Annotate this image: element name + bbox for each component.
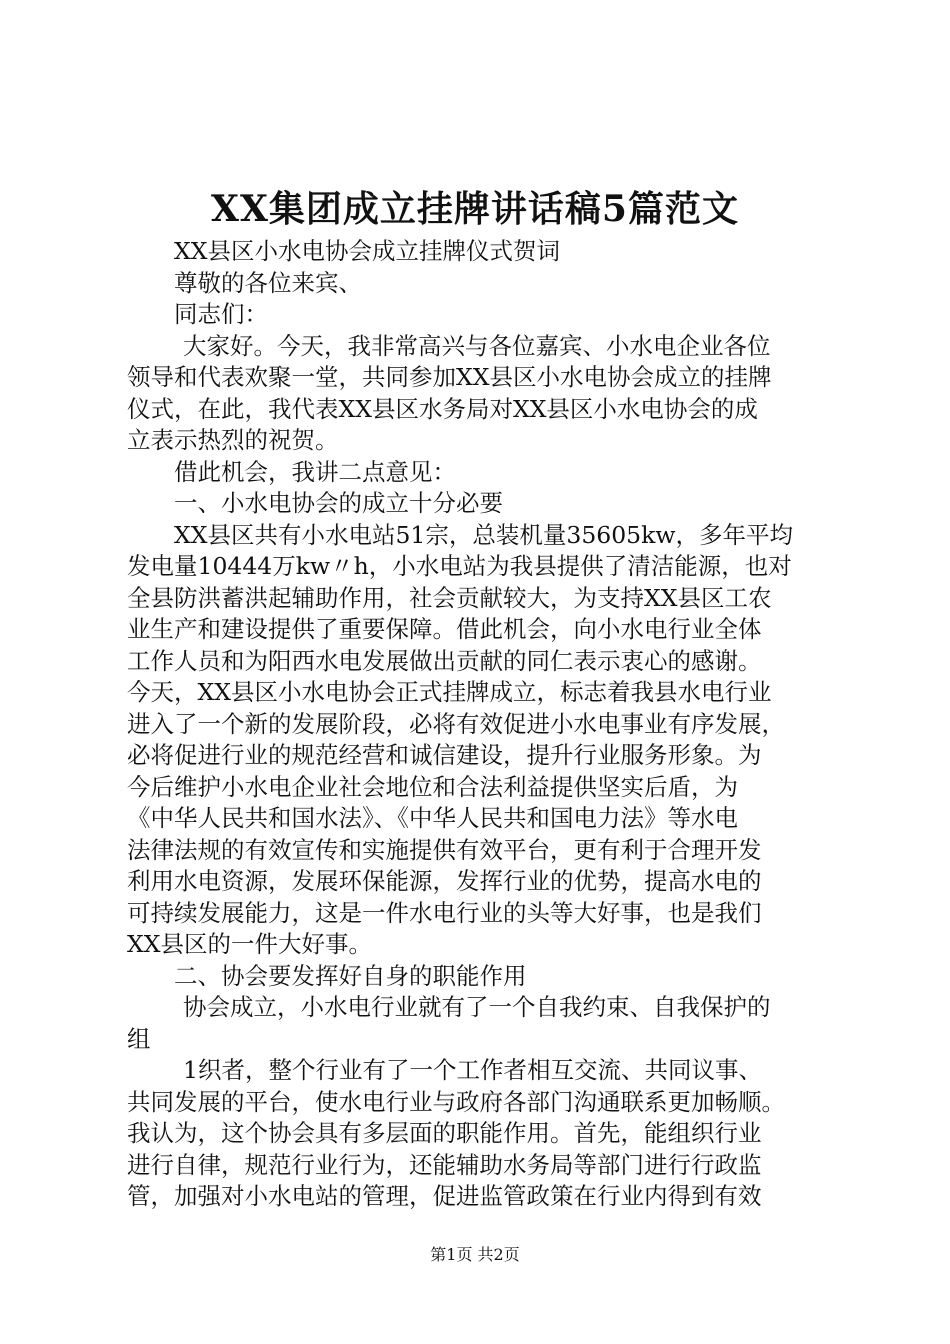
document-title: XX集团成立挂牌讲话稿5篇范文	[211, 188, 739, 230]
body-line: 全县防洪蓄洪起辅助作用，社会贡献较大，为支持XX县区工农	[127, 583, 772, 612]
body-line: 领导和代表欢聚一堂，共同参加XX县区小水电协会成立的挂牌	[127, 363, 772, 391]
body-line: 进入了一个新的发展阶段，必将有效促进小水电事业有序发展，	[127, 709, 785, 738]
body-line: 工作人员和为阳西水电发展做出贡献的同仁表示衷心的感谢。	[127, 646, 762, 675]
body-line: 发电量10444万kw〃h，小水电站为我县提供了清洁能源，也对	[127, 552, 792, 580]
body-line: XX县区的一件大好事。	[127, 930, 372, 958]
body-line: 二、协会要发挥好自身的职能作用	[174, 961, 527, 990]
body-line: XX县区小水电协会成立挂牌仪式贺词	[174, 237, 560, 265]
body-line: 《中华人民共和国水法》、《中华人民共和国电力法》等水电	[127, 804, 738, 832]
body-line: 立表示热烈的祝贺。	[127, 426, 339, 454]
page-footer: 第1页 共2页	[430, 1245, 520, 1264]
body-line: 进行自律，规范行业行为，还能辅助水务局等部门进行行政监	[127, 1150, 762, 1179]
body-line: 仪式，在此，我代表XX县区水务局对XX县区小水电协会的成	[127, 394, 758, 423]
body-line: 可持续发展能力，这是一件水电行业的头等大好事，也是我们	[127, 898, 762, 927]
body-line: 协会成立，小水电行业就有了一个自我约束、自我保护的	[183, 993, 771, 1021]
body-line: 一、小水电协会的成立十分必要	[174, 489, 503, 517]
body-line: 今天，XX县区小水电协会正式挂牌成立，标志着我县水电行业	[127, 678, 772, 706]
body-line: 业生产和建设提供了重要保障。借此机会，向小水电行业全体	[127, 615, 762, 643]
body-line: 共同发展的平台，使水电行业与政府各部门沟通联系更加畅顺。	[127, 1087, 785, 1116]
body-line: 我认为，这个协会具有多层面的职能作用。首先，能组织行业	[127, 1119, 762, 1147]
body-line: 大家好。今天，我非常高兴与各位嘉宾、小水电企业各位	[183, 331, 771, 360]
document-body	[127, 236, 827, 1213]
body-line: XX县区共有小水电站51宗，总装机量35605kw，多年平均	[174, 520, 793, 549]
body-line: 今后维护小水电企业社会地位和合法利益提供坚实后盾，为	[127, 772, 738, 801]
body-line: 必将促进行业的规范经营和诚信建设，提升行业服务形象。为	[127, 741, 762, 769]
body-line: 法律法规的有效宣传和实施提供有效平台，更有利于合理开发	[127, 835, 762, 864]
body-line: 借此机会，我讲二点意见：	[174, 457, 456, 486]
body-line: 利用水电资源，发展环保能源，发挥行业的优势，提高水电的	[127, 867, 762, 895]
body-line: 组	[127, 1024, 151, 1053]
body-line: 管，加强对小水电站的管理，促进监管政策在行业内得到有效	[127, 1182, 762, 1210]
body-line: 尊敬的各位来宾、	[174, 268, 362, 297]
body-line: 同志们：	[174, 300, 268, 328]
body-line: 1织者，整个行业有了一个工作者相互交流、共同议事、	[183, 1056, 762, 1084]
